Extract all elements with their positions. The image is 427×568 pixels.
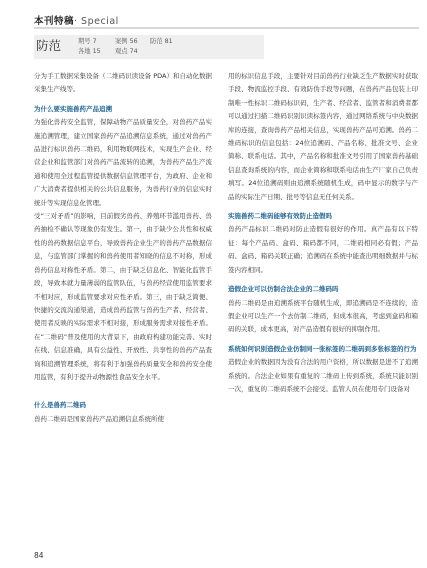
topic-banner (34, 35, 264, 59)
right-column (228, 70, 418, 396)
stat-opinions: 观点 74 (115, 48, 138, 55)
column-title-cn: 本刊特稿 (34, 16, 75, 27)
section-heading: 为什么要实施兽药产品追溯 (34, 104, 112, 113)
magazine-column-title (34, 13, 119, 27)
paragraph: 兽药二维码是国家兽药产品追溯信息系统所使 (34, 414, 164, 423)
stat-cases: 案例 56 (115, 38, 138, 45)
stat-prevention: 防范 81 (150, 38, 173, 45)
stat-issue: 期号 7 (78, 38, 97, 45)
section-heading: 系统如何识别造假企业仿制同一张标签的二维码到多张标签的行为 (228, 344, 417, 353)
topic-label: 防范 (36, 38, 62, 53)
page-number: 84 (34, 551, 44, 560)
section-heading: 实施兽药二维码能够有效防止造假吗 (228, 212, 332, 221)
section-heading: 造假企业可以仿制合法企业的二维码吗 (228, 285, 339, 294)
left-column (34, 70, 212, 426)
paragraph: 造假企业的数据因为没有合法的用户资格，所以数据是进不了追溯系统的。合法企业如果有重复的二维码上传到系统，系统只能识别一次，重复的二维码系统不会接受。监管人员在使用专门设备对 (228, 358, 418, 393)
header-rule (34, 27, 419, 29)
paragraph: 为强化兽药安全监管，保障动物产品质量安全，对兽药产品实施追溯管理，建立国家兽药产品追溯信息系统，通过对兽药产品进行标识兽药二维码，利用物联网技术，实现生产企业、经营企业和监管部门对兽药产品流转的追溯，为兽药产品生产流通和使用全过程监管提供数据信息管理平台，为政府、企业和广大消费者提供相关的公共信息服务，为兽药行业的信息实时统计等实现信息化管理。 (34, 118, 212, 207)
paragraph: 兽药产品标识二维码对防止造假有很好的作用。真产品有以下特征：每个产品码、盒码、箱码都不同，二维码相同必有假；产品码、盒码、箱码关联正确；追溯码在系统中能查出明细数据并与标签内容相同。 (228, 225, 418, 274)
paragraph: 兽药二维码是由追溯系统平台随机生成，即追溯码是不连续的，造假企业可以生产一个去仿制二维码，但成本很高，考虑到盒码和箱码的关联，成本更高，对产品造假有很好的抑制作用。 (228, 298, 418, 334)
paragraph: 受“三对矛盾”的影响，目前假劣兽药、养殖环节滥用兽药、兽药抽检不确认等现象仍有发生。第一，由于缺少公共性和权威性的兽药数据信息平台，导致兽药企业生产的兽药产品数据信息，与监管部门掌握的和兽药使用者知晓的信息不对称，形成兽药信息对称性矛盾。第二，由于缺乏信息化、智能化监管手段，导致本就力量薄弱的监管队伍，与兽药经营使用监管要求不相对应，形成监管要求对应性矛盾。第三，由于缺乏简便、快捷的交流沟通渠道，造成兽药监管与兽药生产者、经营者、使用者反映的实际需求不相对接，形成服务需求对接性矛盾。在“二维码”普及使用的大背景下，由政府构建功能完善、实时在线、信息准确，具有公益性、开放性、共享性的兽药产品查询和追溯管理系统，将有利于加强兽药质量安全和兽药安全使用监管，有利于提升动物源性食品安全水平。 (34, 212, 212, 381)
stat-regions: 各地 15 (78, 48, 101, 55)
spacer (34, 384, 212, 393)
column-title-en: · Special (74, 16, 119, 27)
paragraph: 用的标识信息手段，主要针对目前兽药行业缺乏生产数据实时获取手段、物流监控手段、有效防伪手段等问题，在兽药产品包装上印制唯一性标识二维码标识码，生产者、经营者、监管者和消费者都可以通过扫描二维码识别识读标签内容，通过网络系统与中央数据库的连接，查询兽药产品相关信息，实现兽药产品可追溯。兽药二维码标识的信息包括：24位追溯码、产品名称、批准文号、企业简称、联系电话。其中，产品名称和批准文号引用了国家兽药基础信息查询系统的内容，而企业简称和联系电话由生产厂家自己负责填写。24位追溯码则由追溯系统随机生成，码中显示的数字与产品的实际生产日期、批号等信息无任何关系。 (228, 72, 418, 201)
section-heading: 什么是兽药二维码 (34, 401, 86, 410)
paragraph: 分为手工数据采集设备（二维码识读设备 PDA）和自动化数据采集生产线等。 (34, 72, 212, 94)
